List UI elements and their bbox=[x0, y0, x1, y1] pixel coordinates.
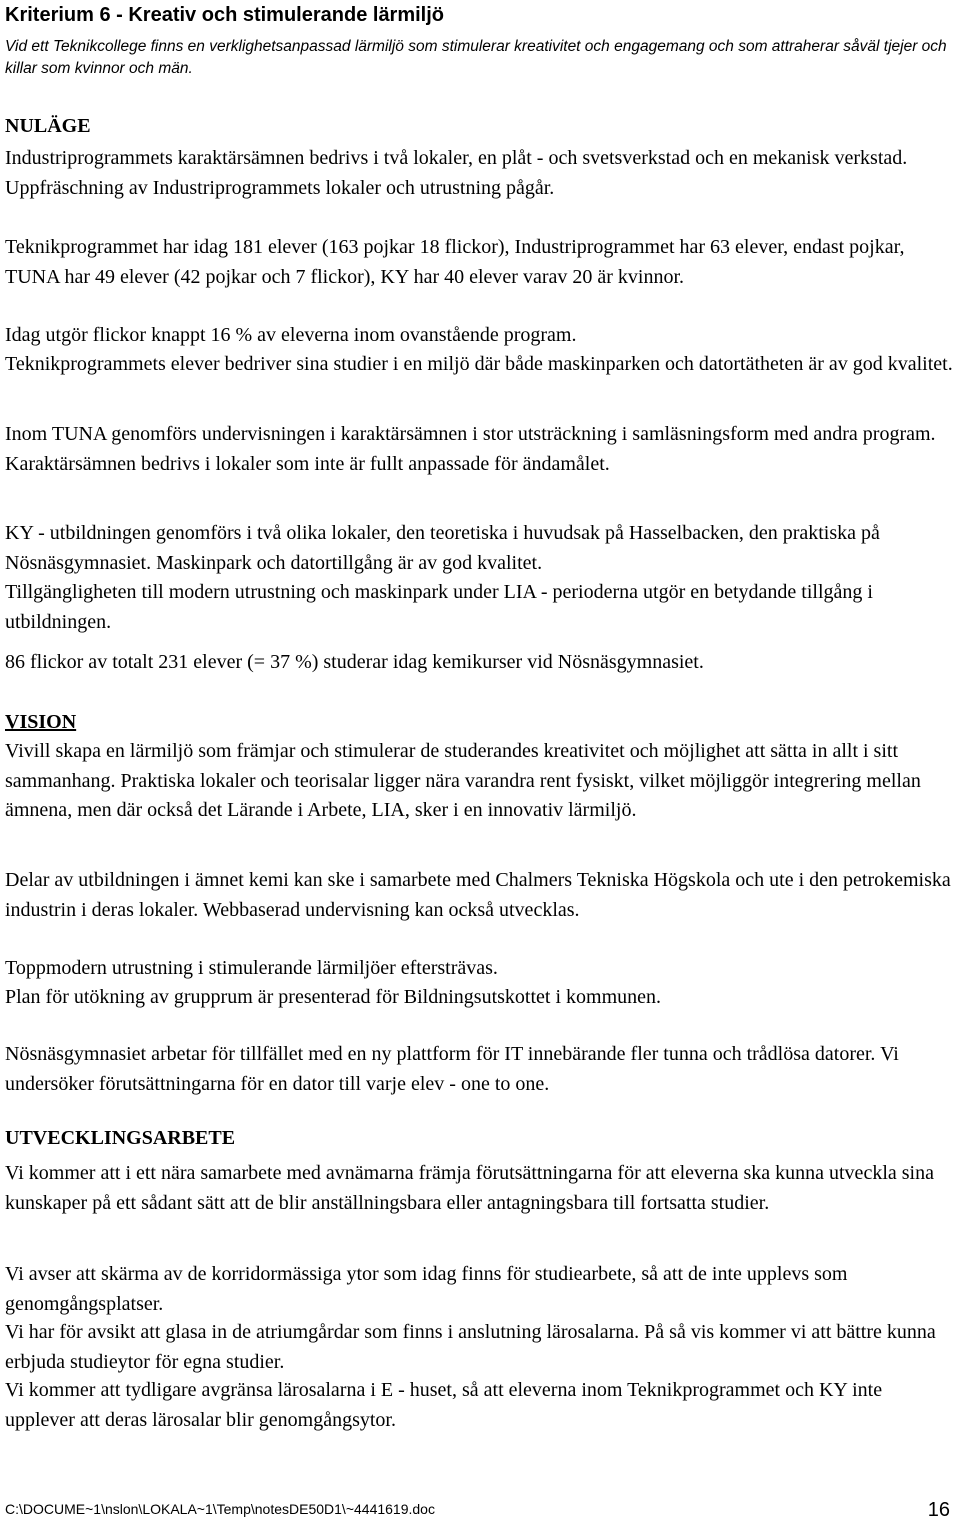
utveckling-paragraph-2: Vi avser att skärma av de korridormässiga ytor som idag finns för studiearbete, så att de inte upplevs som genomgångsplatser. bbox=[5, 1263, 848, 1315]
nulage-paragraph-8: 86 flickor av totalt 231 elever (= 37 %) studerar idag kemikurser vid Nösnäsgymnasiet. bbox=[5, 651, 704, 673]
vision-paragraph-3: Toppmodern utrustning i stimulerande lärmiljöer eftersträvas. bbox=[5, 957, 498, 979]
vision-paragraph-5: Nösnäsgymnasiet arbetar för tillfället med en ny plattform för IT innebärande fler tunna och trådlösa datorer. Vi undersöker förutsättningarna för en dator till varje elev - one to one. bbox=[5, 1043, 899, 1095]
criterion-intro: Vid ett Teknikcollege finns en verklighetsanpassad lärmiljö som stimulerar kreativitet och engagemang och som attraherar såväl tjejer och killar som kvinnor och män. bbox=[5, 38, 947, 77]
utveckling-paragraph-1: Vi kommer att i ett nära samarbete med avnämarna främja förutsättningarna för att eleverna ska kunna utveckla sina kunskaper på ett sådant sätt att de blir anställningsbara eller antagningsbara till fortsatta studier. bbox=[5, 1162, 934, 1214]
vision-paragraph-2: Delar av utbildningen i ämnet kemi kan ske i samarbete med Chalmers Tekniska Högskola och ute i den petrokemiska industrin i deras lokaler. Webbaserad undervisning kan också utvecklas. bbox=[5, 869, 951, 921]
heading-utvecklingsarbete: UTVECKLINGSARBETE bbox=[5, 1127, 236, 1149]
page-number: 16 bbox=[927, 1499, 950, 1521]
vision-paragraph-1: Vivill skapa en lärmiljö som främjar och stimulerar de studerandes kreativitet och möjlighet att sätta in allt i sitt sammanhang. Praktiska lokaler och teorisalar ligger nära varandra rent fysiskt, vilket möjliggör integrering mellan ämnena, men där också det Lärande i Arbete, LIA, sker i en innovativ lärmiljö. bbox=[5, 740, 921, 821]
heading-nulage: NULÄGE bbox=[5, 115, 91, 137]
nulage-paragraph-2: Teknikprogrammet har idag 181 elever (163 pojkar 18 flickor), Industriprogrammet har 63 elever, endast pojkar, TUNA har 49 elever (42 pojkar och 7 flickor), KY har 40 elever varav 20 är kvinnor. bbox=[5, 236, 905, 288]
heading-vision: VISION bbox=[5, 711, 77, 733]
vision-paragraph-4: Plan för utökning av grupprum är presenterad för Bildningsutskottet i kommunen. bbox=[5, 986, 661, 1008]
nulage-paragraph-4: Teknikprogrammets elever bedriver sina studier i en miljö där både maskinparken och datortätheten är av god kvalitet. bbox=[5, 353, 953, 375]
nulage-paragraph-1: Industriprogrammets karaktärsämnen bedrivs i två lokaler, en plåt - och svetsverkstad och en mekanisk verkstad. Uppfräschning av Industriprogrammets lokaler och utrustning pågår. bbox=[5, 147, 908, 199]
utveckling-paragraph-3: Vi har för avsikt att glasa in de atriumgårdar som finns i anslutning lärosalarna. På så vis kommer vi att bättre kunna erbjuda studieytor för egna studier. bbox=[5, 1321, 936, 1373]
nulage-paragraph-7: Tillgängligheten till modern utrustning och maskinpark under LIA - perioderna utgör en betydande tillgång i utbildningen. bbox=[5, 581, 873, 633]
footer-file-path: C:\DOCUME~1\nslon\LOKALA~1\Temp\notesDE50D1\~4441619.doc bbox=[5, 1501, 435, 1517]
utveckling-paragraph-4: Vi kommer att tydligare avgränsa lärosalarna i E - huset, så att eleverna inom Teknikprogrammet och KY inte upplever att deras lärosalar blir genomgångsytor. bbox=[5, 1379, 883, 1431]
nulage-paragraph-6: KY - utbildningen genomförs i två olika lokaler, den teoretiska i huvudsak på Hasselbacken, den praktiska på Nösnäsgymnasiet. Maskinpark och datortillgång är av god kvalitet. bbox=[5, 522, 880, 574]
nulage-paragraph-5: Inom TUNA genomförs undervisningen i karaktärsämnen i stor utsträckning i samläsningsform med andra program. Karaktärsämnen bedrivs i lokaler som inte är fullt anpassade för ändamålet. bbox=[5, 423, 936, 475]
nulage-paragraph-3: Idag utgör flickor knappt 16 % av eleverna inom ovanstående program. bbox=[5, 324, 577, 346]
document-title: Kriterium 6 - Kreativ och stimulerande lärmiljö bbox=[5, 4, 445, 26]
